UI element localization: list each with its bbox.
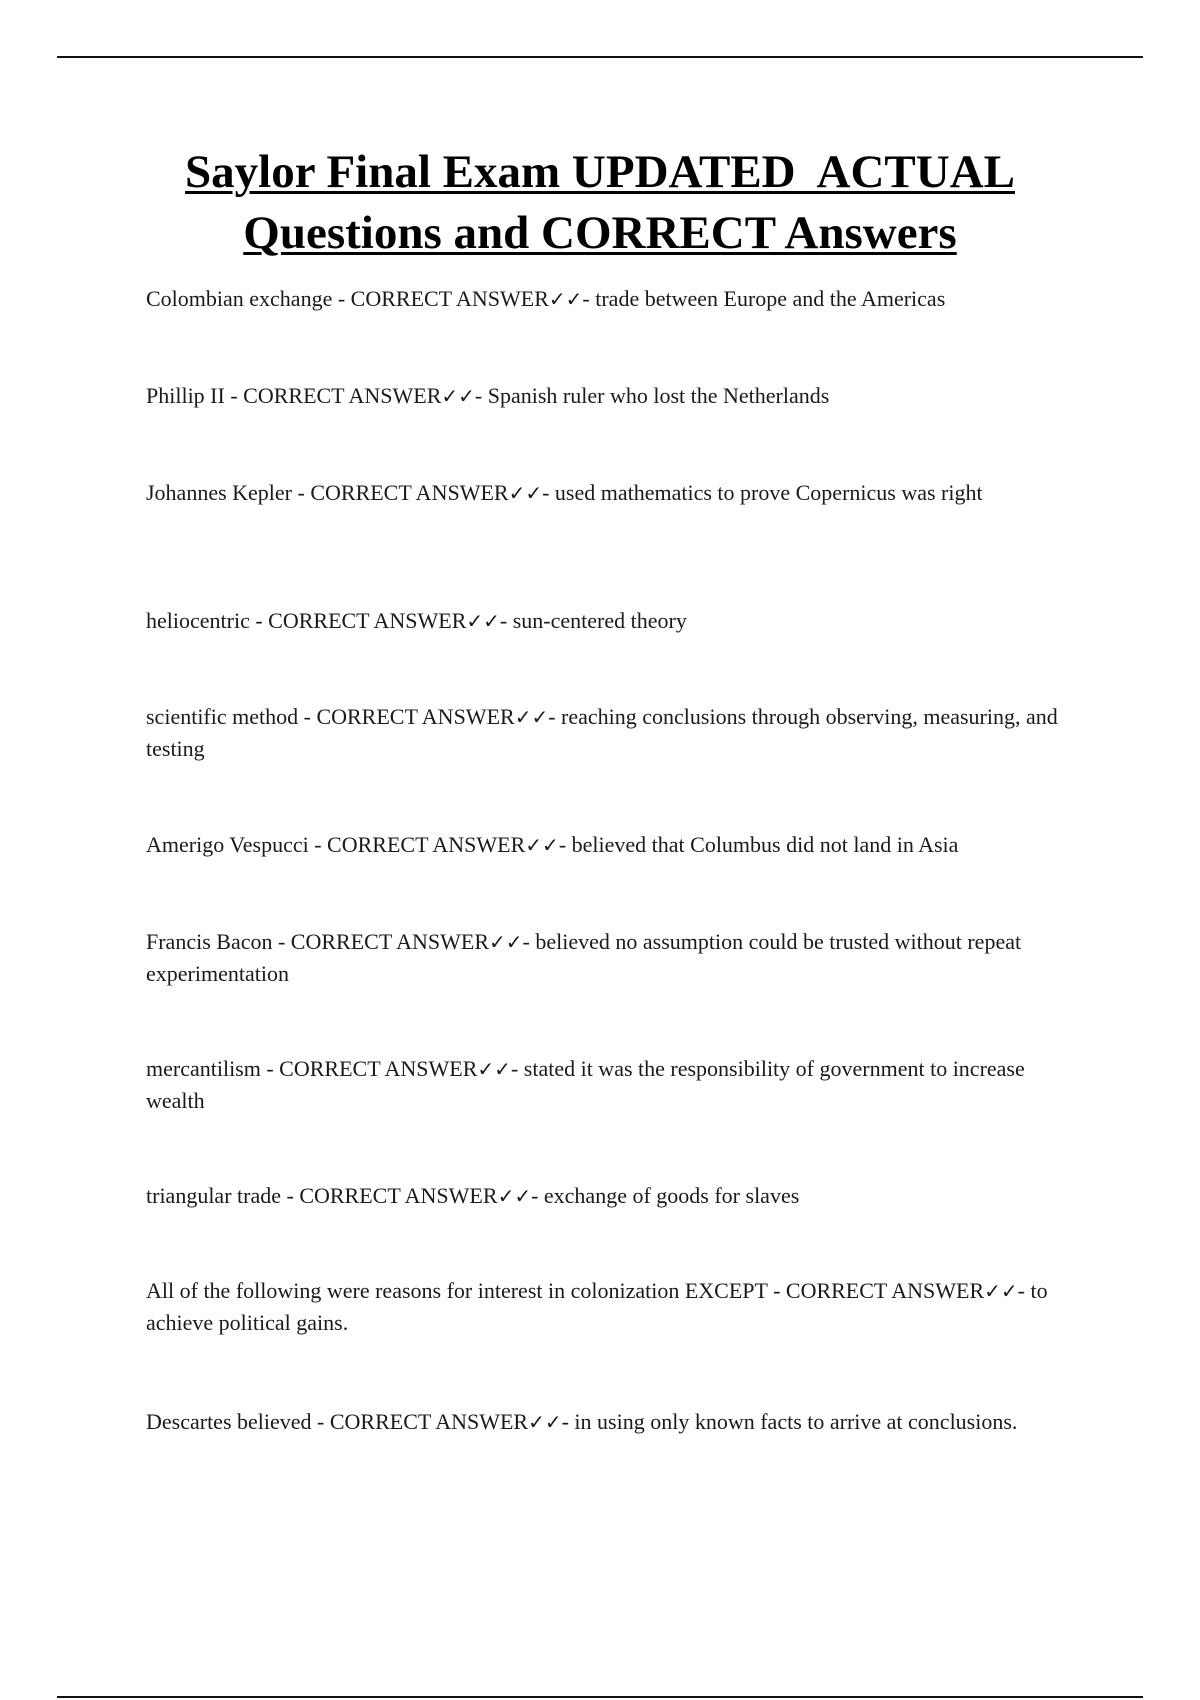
qa-answer: - sun-centered theory	[499, 608, 687, 633]
qa-answer: - believed that Columbus did not land in Asia	[558, 832, 959, 857]
qa-answer: - trade between Europe and the Americas	[582, 286, 946, 311]
qa-answer: - in using only known facts to arrive at conclusions.	[561, 1409, 1018, 1434]
qa-term: Francis Bacon - CORRECT ANSWER	[146, 929, 490, 954]
double-check-icon: ✓✓	[477, 1057, 511, 1081]
double-check-icon: ✓✓	[548, 287, 583, 311]
qa-term: Johannes Kepler - CORRECT ANSWER	[146, 480, 509, 505]
qa-item	[146, 701, 1066, 765]
double-check-icon: ✓✓	[508, 481, 543, 505]
qa-answer: - exchange of goods for slaves	[531, 1183, 800, 1208]
double-check-icon: ✓✓	[514, 705, 549, 729]
qa-term: All of the following were reasons for interest in colonization EXCEPT - CORRECT ANSWER	[146, 1278, 985, 1303]
qa-term: heliocentric - CORRECT ANSWER	[146, 608, 467, 633]
bottom-divider	[57, 1696, 1143, 1698]
qa-term: triangular trade - CORRECT ANSWER	[146, 1183, 498, 1208]
double-check-icon: ✓✓	[525, 833, 559, 857]
qa-item	[146, 1180, 1066, 1212]
qa-term: Phillip II - CORRECT ANSWER	[146, 383, 442, 408]
qa-item	[146, 1275, 1066, 1339]
qa-term: Descartes believed - CORRECT ANSWER	[146, 1409, 529, 1434]
double-check-icon: ✓✓	[528, 1410, 562, 1434]
double-check-icon: ✓✓	[466, 609, 500, 633]
title-line-1: Saylor Final Exam UPDATED ACTUAL	[185, 146, 1015, 198]
qa-item	[146, 1053, 1066, 1117]
qa-item	[146, 477, 1066, 509]
qa-item	[146, 380, 1066, 412]
qa-answer: - reaching conclusions through observing, measuring, and testing	[146, 704, 1058, 761]
qa-item	[146, 1406, 1066, 1438]
qa-item	[146, 829, 1066, 861]
page-title	[100, 142, 1100, 264]
qa-answer: - used mathematics to prove Copernicus was right	[542, 480, 983, 505]
title-line-2: Questions and CORRECT Answers	[243, 207, 957, 259]
double-check-icon: ✓✓	[497, 1184, 532, 1208]
qa-answer: - stated it was the responsibility of government to increase wealth	[146, 1056, 1025, 1113]
qa-answer: - to achieve political gains.	[146, 1278, 1048, 1335]
top-divider	[57, 56, 1143, 58]
qa-term: Amerigo Vespucci - CORRECT ANSWER	[146, 832, 526, 857]
double-check-icon: ✓✓	[984, 1279, 1018, 1303]
qa-item	[146, 926, 1066, 990]
qa-item	[146, 283, 1066, 315]
qa-term: mercantilism - CORRECT ANSWER	[146, 1056, 478, 1081]
qa-term: Colombian exchange - CORRECT ANSWER	[146, 286, 549, 311]
double-check-icon: ✓✓	[489, 930, 523, 954]
qa-answer: - Spanish ruler who lost the Netherlands	[474, 383, 830, 408]
double-check-icon: ✓✓	[441, 384, 475, 408]
qa-answer: - believed no assumption could be trusted without repeat experimentation	[146, 929, 1022, 986]
qa-term: scientific method - CORRECT ANSWER	[146, 704, 515, 729]
qa-item	[146, 605, 1066, 637]
